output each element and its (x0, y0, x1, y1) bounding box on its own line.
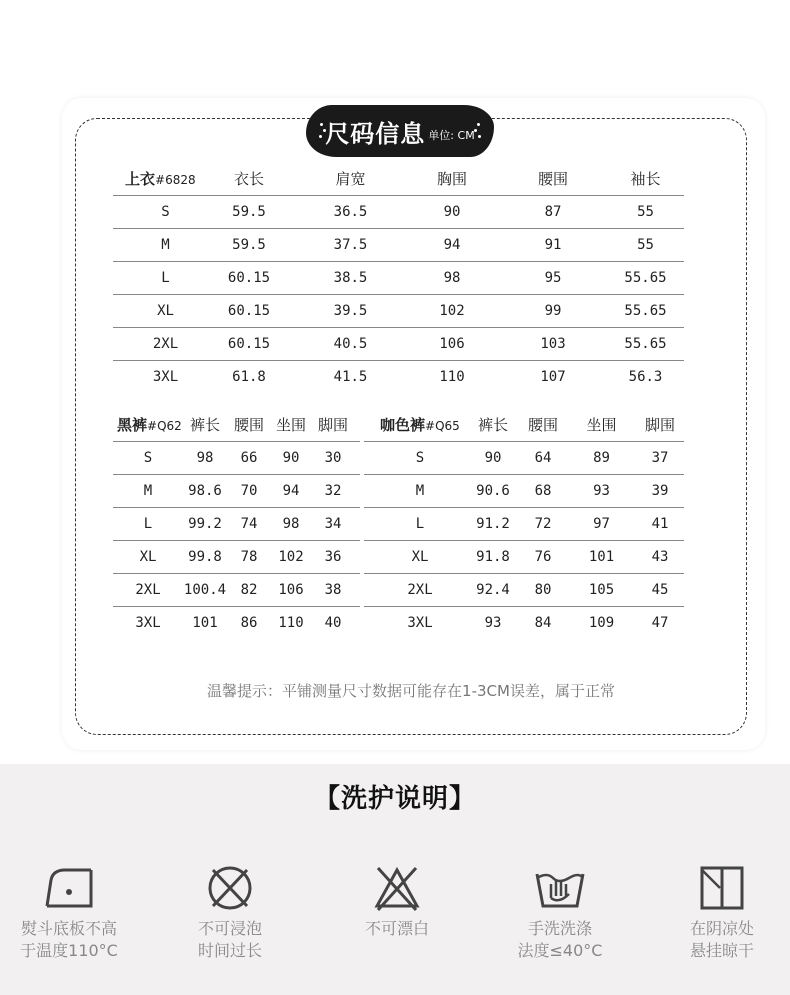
title-badge (306, 105, 494, 157)
table-cell: 94 (282, 483, 300, 499)
table-cell: 55.65 (624, 303, 667, 319)
table-cell: 40 (324, 615, 342, 631)
table-cell: 82 (240, 582, 258, 598)
table-cell: 2XL (407, 582, 433, 598)
table-cell: 106 (439, 336, 465, 352)
table-cell: 68 (534, 483, 552, 499)
header-cell: 裤长 (189, 416, 220, 434)
table-cell: 36.5 (333, 204, 368, 220)
table-cell: 102 (439, 303, 465, 319)
table-cell: 55.65 (624, 336, 667, 352)
table-cell: 101 (192, 615, 218, 631)
table-cell: 100.4 (183, 582, 227, 598)
table-cell: 66 (240, 450, 258, 466)
table-cell: 3XL (407, 615, 433, 631)
header-cell: 坐围 (275, 416, 306, 434)
no-bleach-icon (372, 864, 422, 912)
table-header-row (113, 409, 360, 442)
table-cell: 2XL (152, 336, 179, 352)
line-dry-shade-icon (698, 864, 746, 912)
care-item-hand-wash (500, 864, 620, 962)
care-label: 在阴凉处 悬挂晾干 (689, 919, 754, 960)
table-cell: 78 (240, 549, 258, 565)
table-row (364, 475, 684, 508)
header-cell: 肩宽 (335, 170, 366, 188)
table-cell: 55 (637, 204, 654, 220)
table-cell: 60.15 (227, 336, 271, 352)
no-tumble-dry-icon (205, 864, 255, 912)
table-cell: 91 (544, 237, 562, 253)
table-row (113, 295, 684, 328)
header-cell-type: 上衣#6828 (125, 170, 196, 188)
table-cell: 102 (278, 549, 304, 565)
page-title: 尺码信息 (325, 119, 426, 148)
table-cell: 76 (534, 549, 552, 565)
hand-wash-icon (533, 864, 587, 912)
table-cell: S (161, 204, 170, 220)
table-cell: S (415, 450, 425, 466)
table-cell: 60.15 (227, 270, 271, 286)
table-cell: 41.5 (333, 369, 368, 385)
table-cell: 106 (278, 582, 304, 598)
care-label: 不可浸泡 时间过长 (197, 919, 262, 960)
table-cell: 38 (324, 582, 342, 598)
table-cell: 39 (651, 483, 669, 499)
header-cell: 胸围 (436, 170, 467, 188)
table-cell: 110 (439, 369, 465, 385)
table-cell: 40.5 (333, 336, 368, 352)
care-label: 不可漂白 (364, 919, 429, 938)
table-cell: L (415, 516, 425, 532)
table-cell: 94 (443, 237, 461, 253)
care-item-iron (9, 864, 129, 962)
table-cell: 90 (484, 450, 502, 466)
table-cell: 99.2 (188, 516, 222, 532)
table-cell: 37 (651, 450, 669, 466)
header-cell: 衣长 (233, 170, 264, 188)
table-cell: 45 (651, 582, 669, 598)
care-item-no-bleach (337, 864, 457, 940)
table-row (113, 196, 684, 229)
table-cell: 39.5 (333, 303, 368, 319)
table-cell: 38.5 (333, 270, 368, 286)
iron-icon (39, 864, 99, 912)
table-cell: S (143, 450, 153, 466)
header-cell: 脚围 (644, 416, 675, 434)
table-cell: 95 (544, 270, 562, 286)
table-cell: 3XL (135, 615, 161, 631)
care-label: 熨斗底板不高 于温度110°C (20, 919, 118, 960)
table-cell: 98.6 (188, 483, 222, 499)
table-cell: M (161, 237, 170, 253)
table-cell: 32 (324, 483, 342, 499)
table-cell: 61.8 (232, 369, 266, 385)
table-cell: 3XL (152, 369, 179, 385)
table-cell: 107 (540, 369, 566, 385)
table-row (364, 442, 684, 475)
header-cell-type: 咖色裤#Q65 (380, 416, 460, 434)
table-cell: 80 (534, 582, 552, 598)
table-row (113, 442, 360, 475)
table-cell: 47 (651, 615, 669, 631)
table-cell: 90 (443, 204, 461, 220)
header-cell: 腰围 (537, 170, 568, 188)
table-row (113, 574, 360, 607)
care-section (0, 764, 790, 995)
table-cell: 43 (651, 549, 669, 565)
table-cell: 41 (651, 516, 669, 532)
table-row (364, 574, 684, 607)
table-cell: XL (411, 549, 429, 565)
table-cell: 98 (282, 516, 300, 532)
header-cell: 脚围 (317, 416, 348, 434)
table-cell: 87 (544, 204, 562, 220)
care-label: 手洗洗涤 法度≤40°C (517, 919, 603, 960)
table-cell: 56.3 (628, 369, 663, 385)
table-cell: 2XL (135, 582, 161, 598)
table-cell: 90 (282, 450, 300, 466)
table-cell: 93 (484, 615, 502, 631)
table-cell: 74 (240, 516, 258, 532)
table-cell: L (161, 270, 170, 286)
table-cell: 70 (240, 483, 258, 499)
table-cell: 105 (588, 582, 615, 598)
table-header-row (113, 163, 684, 196)
table-cell: 99 (544, 303, 562, 319)
table-cell: 55 (637, 237, 654, 253)
table-row (113, 607, 360, 640)
table-cell: 34 (324, 516, 342, 532)
header-cell: 腰围 (233, 416, 264, 434)
table-row (113, 361, 684, 394)
table-cell: 64 (534, 450, 552, 466)
table-row (113, 262, 684, 295)
table-cell: 59.5 (232, 237, 266, 253)
table-cell: 93 (593, 483, 610, 499)
table-cell: 98 (443, 270, 461, 286)
table-cell: 99.8 (188, 549, 222, 565)
care-title: 【洗护说明】 (313, 784, 476, 814)
header-cell: 腰围 (527, 416, 558, 434)
header-cell: 坐围 (586, 416, 617, 434)
measurement-tip: 温馨提示：平铺测量尺寸数据可能存在1-3CM误差，属于正常 (207, 682, 615, 700)
table-row (113, 229, 684, 262)
table-cell: 90.6 (476, 483, 510, 499)
table-cell: 101 (588, 549, 615, 565)
table-cell: 97 (593, 516, 610, 532)
table-cell: 109 (588, 615, 615, 631)
unit-label: 单位: CM (428, 129, 475, 142)
table-row (113, 475, 360, 508)
table-cell: XL (139, 549, 157, 565)
care-item-no-soak (170, 864, 290, 962)
table-cell: 59.5 (232, 204, 266, 220)
table-cell: M (415, 483, 425, 499)
table-header-row (364, 409, 684, 442)
table-cell: 84 (534, 615, 552, 631)
table-cell: M (143, 483, 153, 499)
table-row (113, 508, 360, 541)
table-cell: 86 (240, 615, 258, 631)
table-cell: 103 (540, 336, 566, 352)
header-cell-type: 黑裤#Q62 (117, 416, 182, 434)
table-cell: 60.15 (227, 303, 271, 319)
table-cell: XL (157, 303, 174, 319)
table-cell: 91.8 (476, 549, 510, 565)
header-cell: 裤长 (477, 416, 508, 434)
table-cell: 72 (534, 516, 552, 532)
table-cell: 98 (196, 450, 214, 466)
table-cell: L (143, 516, 153, 532)
header-cell: 袖长 (630, 170, 661, 188)
table-cell: 91.2 (476, 516, 510, 532)
table-cell: 30 (324, 450, 342, 466)
table-cell: 110 (278, 615, 304, 631)
table-row (113, 541, 360, 574)
table-cell: 37.5 (333, 237, 368, 253)
table-row (113, 328, 684, 361)
table-cell: 92.4 (476, 582, 510, 598)
table-row (364, 607, 684, 640)
table-cell: 55.65 (624, 270, 667, 286)
table-cell: 89 (593, 450, 610, 466)
care-item-line-dry (662, 864, 782, 962)
table-row (364, 541, 684, 574)
table-cell: 36 (324, 549, 342, 565)
table-row (364, 508, 684, 541)
